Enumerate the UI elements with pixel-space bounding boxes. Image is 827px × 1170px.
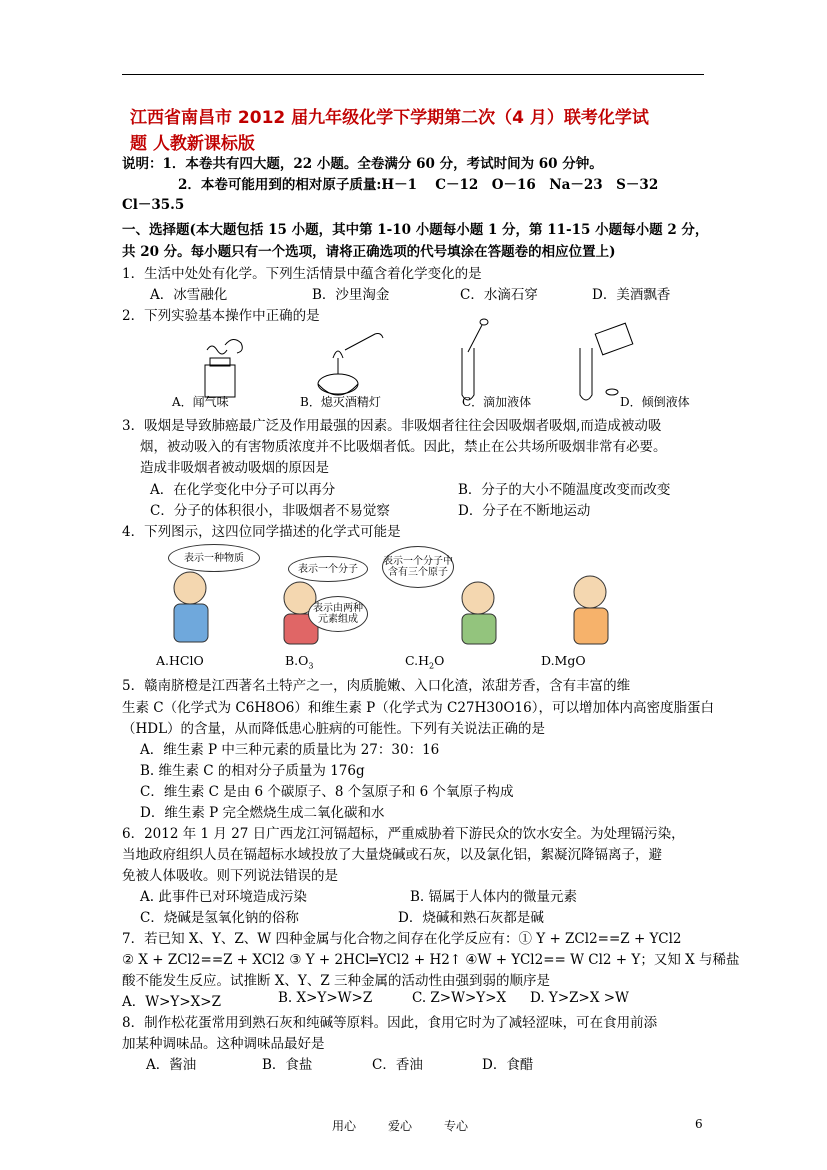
q4-stem: 4．下列图示，这四位同学描述的化学式可能是 [122,524,401,540]
q6-option-d: D．烧碱和熟石灰都是碱 [398,910,544,926]
q2-stem: 2．下列实验基本操作中正确的是 [122,308,320,324]
q5-stem-line3: （HDL）的含量，从而降低患心脏病的可能性。下列有关说法正确的是 [122,721,546,737]
q1-option-a: A．冰雪融化 [150,287,228,303]
doc-title-line2: 题 人教新课标版 [130,134,255,154]
q6-stem-line2: 当地政府组织人员在镉超标水域投放了大量烧碱或石灰，以及氯化铝，絮凝沉降镉离子，避 [122,847,662,863]
section1-heading-2: 共 20 分。每小题只有一个选项，请将正确选项的代号填涂在答题卷的相应位置上) [122,244,616,260]
q3-option-d: D．分子在不断地运动 [458,503,591,519]
q3-option-b: B．分子的大小不随温度改变而改变 [458,482,671,498]
q1-option-d: D．美酒飘香 [592,287,671,303]
q8-option-b: B．食盐 [262,1057,313,1073]
q8-stem-line1: 8．制作松花蛋常用到熟石灰和纯碱等原料。因此，食用它时为了减轻涩味，可在食用前添 [122,1015,658,1031]
q7-option-b: B. X>Y>W>Z [278,990,373,1006]
section1-heading-1: 一、选择题(本大题包括 15 小题，其中第 1-10 小题每小题 1 分，第 11-15 小题每小题 2 分， [122,222,709,238]
q5-option-d: D．维生素 P 完全燃烧生成二氧化碳和水 [140,805,385,821]
speech-bubble-4: 表示一个分子中含有三个原子 [382,546,454,588]
q7-option-a: A．W>Y>X>Z [122,994,221,1010]
q3-stem-line3: 造成非吸烟者被动吸烟的原因是 [140,460,329,476]
speech-bubble-2: 表示一个分子 [288,556,368,582]
smelling-bottle-icon [205,339,242,397]
q1-option-c: C．水滴石穿 [460,287,538,303]
q6-stem-line1: 6．2012 年 1 月 27 日广西龙江河镉超标，严重威胁着下游民众的饮水安全。为处理镉污染， [122,826,685,842]
q6-option-b: B. 镉属于人体内的微量元素 [410,889,578,905]
speech-bubble-1: 表示一种物质 [168,544,260,572]
q3-option-a: A．在化学变化中分子可以再分 [150,482,336,498]
note-1: 说明：1．本卷共有四大题，22 小题。全卷满分 60 分，考试时间为 60 分钟。 [122,156,603,172]
q4-option-c: $C.H_2O$ [405,653,445,671]
q2-option-c: C．滴加液体 [462,395,532,409]
alcohol-lamp-icon [318,334,383,396]
q4-option-b: $B.O_3$ [285,653,314,671]
q8-stem-line2: 加某种调味品。这种调味品最好是 [122,1036,325,1052]
q2-option-d: D．倾倒液体 [620,395,690,409]
q7-option-d: D. Y>Z>X >W [530,990,629,1006]
q2-lab-illustrations [0,320,827,410]
q5-stem-line2: 生素 C（化学式为 C6H8O6）和维生素 P（化学式为 C27H30O16），可以增加体内高密度脂蛋白 [122,700,714,716]
q7-stem-line3: 酸不能发生反应。试推断 X、Y、Z 三种金属的活动性由强到弱的顺序是 [122,973,550,989]
q2-option-a: A．闻气味 [172,395,229,409]
q4-illustration [160,540,620,645]
q6-stem-line3: 免被人体吸收。则下列说法错误的是 [122,868,338,884]
q5-option-b: B. 维生素 C 的相对分子质量为 176g [140,763,365,779]
q7-stem-line1: 7．若已知 X、Y、Z、W 四种金属与化合物之间存在化学反应有：① Y + ZCl2==Z + YCl2 [122,931,682,947]
note-3: Cl－35.5 [122,197,185,213]
pouring-liquid-icon [580,323,633,400]
q7-stem-line2: ② X + ZCl2==Z + XCl2 ③ Y + 2HCl═YCl2 + H2↑ ④W + YCl2== W Cl2 + Y；又知 X 与稀盐 [122,952,740,968]
note-2: 2．本卷可能用到的相对原子质量:H－1 C－12 O－16 Na－23 S－32 [178,177,659,193]
q1-option-b: B．沙里淘金 [312,287,390,303]
footer-text-2: 爱心 [388,1119,413,1133]
q6-option-a: A. 此事件已对环境造成污染 [140,889,307,905]
header-rule [122,74,704,75]
dropper-test-tube-icon [462,319,488,400]
footer-text-3: 专心 [444,1119,469,1133]
footer-text-1: 用心 [332,1119,357,1133]
speech-bubble-3: 表示由两种元素组成 [308,596,368,632]
q8-option-d: D．食醋 [482,1057,534,1073]
page-number: 6 [695,1117,703,1131]
q8-option-c: C．香油 [372,1057,423,1073]
q5-option-c: C．维生素 C 是由 6 个碳原子、8 个氢原子和 6 个氧原子构成 [140,784,514,800]
q7-option-c: C. Z>W>Y>X [412,990,507,1006]
q4-option-d: D.MgO [541,653,586,668]
q3-stem-line1: 3．吸烟是导致肺癌最广泛及作用最强的因素。非吸烟者往往会因吸烟者吸烟,而造成被动吸 [122,418,662,434]
q1-stem: 1．生活中处处有化学。下列生活情景中蕴含着化学变化的是 [122,266,482,282]
q8-option-a: A．酱油 [146,1057,197,1073]
doc-title-line1: 江西省南昌市 2012 届九年级化学下学期第二次（4 月）联考化学试 [130,108,649,128]
q3-stem-line2: 烟，被动吸入的有害物质浓度并不比吸烟者低。因此，禁止在公共场所吸烟非常有必要。 [140,439,667,455]
q5-option-a: A．维生素 P 中三种元素的质量比为 27：30：16 [140,742,440,758]
q6-option-c: C．烧碱是氢氧化钠的俗称 [140,910,299,926]
q5-stem-line1: 5．赣南脐橙是江西著名土特产之一，肉质脆嫩、入口化渣，浓甜芳香，含有丰富的维 [122,678,631,694]
q4-option-a: A.HClO [156,653,204,668]
q3-option-c: C．分子的体积很小，非吸烟者不易觉察 [150,503,390,519]
q2-option-b: B．熄灭酒精灯 [300,395,381,409]
